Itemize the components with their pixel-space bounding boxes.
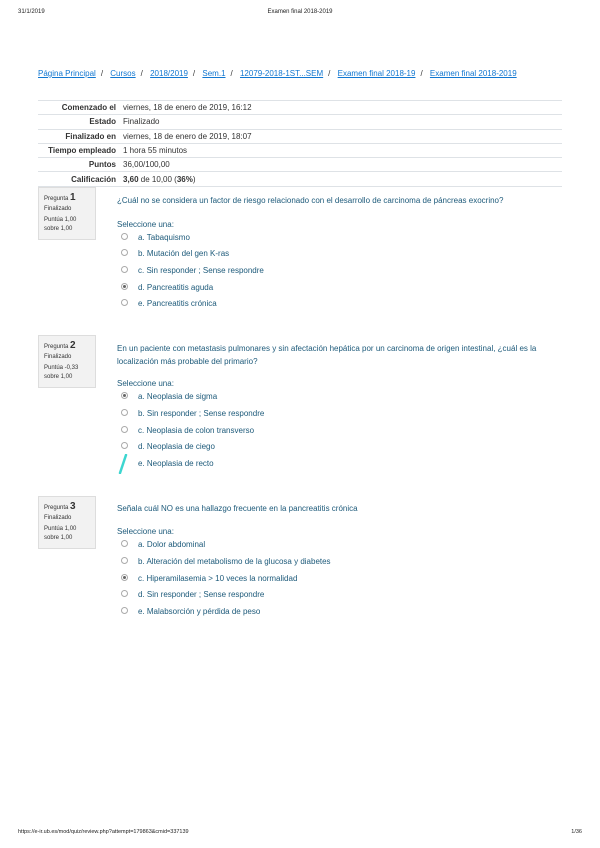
question-1-text: ¿Cuál no se considera un factor de riesgo relacionado con el desarrollo de carcinoma de páncreas exocrino? — [117, 196, 504, 205]
summary-value: viernes, 18 de enero de 2019, 16:12 — [121, 101, 562, 115]
summary-value: Finalizado — [121, 115, 562, 129]
question-1-option-d[interactable] — [121, 282, 213, 294]
question-2-info — [38, 335, 96, 388]
breadcrumb-course[interactable]: 12079-2018-1ST...SEM — [239, 69, 324, 78]
summary-row-state — [38, 115, 562, 129]
grade-value: 3,60 — [123, 174, 139, 184]
question-3-prompt: Seleccione una: — [117, 527, 174, 536]
question-2-option-c[interactable] — [121, 425, 254, 437]
summary-row-grade — [38, 172, 562, 186]
question-2-option-d[interactable] — [121, 441, 215, 453]
grade-out-of: de 10,00 ( — [138, 174, 177, 184]
breadcrumb-home[interactable]: Página Principal — [38, 69, 96, 78]
grade-line: Puntúa 1,00 — [44, 217, 77, 223]
print-url: https://e-ir.ub.es/mod/quiz/review.php?attempt=179863&cmid=337139 — [18, 829, 189, 835]
breadcrumb-semester[interactable]: Sem.1 — [202, 69, 226, 78]
radio-button-icon[interactable] — [121, 392, 128, 399]
breadcrumb-quiz[interactable]: Examen final 2018-2019 — [429, 69, 517, 78]
grade-max: sobre 1,00 — [44, 535, 73, 541]
radio-button-icon[interactable] — [121, 283, 128, 290]
summary-value — [121, 172, 562, 186]
question-3-info — [38, 496, 96, 549]
summary-row-started — [38, 101, 562, 115]
radio-button-icon[interactable] — [121, 607, 128, 614]
option-label: c. Hiperamilasemia > 10 veces la normalidad — [138, 574, 298, 583]
question-3-option-b[interactable] — [121, 556, 331, 568]
radio-button-icon[interactable] — [121, 299, 128, 306]
grade-close: ) — [192, 174, 196, 184]
summary-value: 36,00/100,00 — [121, 158, 562, 172]
question-3-option-c[interactable] — [121, 573, 297, 585]
option-label: e. Malabsorción y pérdida de peso — [138, 607, 261, 616]
option-label: a. Neoplasia de sigma — [138, 392, 218, 401]
summary-label: Tiempo empleado — [38, 143, 121, 157]
question-2-option-e[interactable] — [121, 458, 214, 470]
option-label: e. Neoplasia de recto — [138, 459, 214, 468]
question-1-info — [38, 187, 96, 240]
question-grade — [44, 364, 90, 382]
question-number-value: 1 — [70, 192, 76, 203]
summary-row-points — [38, 158, 562, 172]
attempt-summary-table — [38, 100, 562, 187]
option-label: c. Sin responder ; Sense respondre — [138, 266, 264, 275]
question-grade — [44, 216, 90, 234]
option-label: d. Neoplasia de ciego — [138, 442, 215, 451]
question-state: Finalizado — [44, 206, 72, 212]
question-grade — [44, 525, 90, 543]
question-1-option-b[interactable] — [121, 248, 229, 260]
radio-button-icon[interactable] — [121, 233, 128, 240]
question-number — [44, 192, 90, 203]
radio-button-icon[interactable] — [121, 590, 128, 597]
question-2-option-a[interactable] — [121, 391, 217, 403]
question-3-option-d[interactable] — [121, 589, 264, 601]
question-number — [44, 340, 90, 351]
summary-row-finished — [38, 129, 562, 143]
grade-max: sobre 1,00 — [44, 374, 73, 380]
summary-row-time — [38, 143, 562, 157]
radio-button-icon[interactable] — [121, 557, 128, 564]
summary-label: Comenzado el — [38, 101, 121, 115]
question-3-option-e[interactable] — [121, 606, 260, 618]
option-label: b. Mutación del gen K-ras — [138, 249, 230, 258]
question-number-value: 3 — [70, 501, 76, 512]
print-date: 31/1/2019 — [18, 9, 45, 15]
question-state: Finalizado — [44, 515, 72, 521]
breadcrumb-courses[interactable]: Cursos — [110, 69, 136, 78]
grade-line: Puntúa -0,33 — [44, 365, 79, 371]
breadcrumb: Página Principal / Cursos / 2018/2019 / Sem.1 / 12079-2018-1ST...SEM / Examen final 2018-19 / Examen final 2018-2019 — [38, 69, 517, 78]
option-label: a. Dolor abdominal — [138, 540, 206, 549]
radio-button-icon[interactable] — [121, 442, 128, 449]
question-2-text: En un paciente con metastasis pulmonares y sin afectación hepática por un carcinoma de origen intestinal, ¿cuál es la localización más probable del primario? — [117, 344, 537, 366]
summary-label: Puntos — [38, 158, 121, 172]
question-number — [44, 501, 90, 512]
question-prefix: Pregunta — [44, 344, 69, 350]
radio-button-icon[interactable] — [121, 426, 128, 433]
option-label: c. Neoplasia de colon transverso — [138, 426, 255, 435]
question-2-option-b[interactable] — [121, 408, 264, 420]
grade-line: Puntúa 1,00 — [44, 526, 77, 532]
option-label: e. Pancreatitis crónica — [138, 299, 217, 308]
option-label: a. Tabaquismo — [138, 233, 190, 242]
option-label: b. Alteración del metabolismo de la glucosa y diabetes — [138, 557, 331, 566]
question-number-value: 2 — [70, 340, 76, 351]
radio-button-icon[interactable] — [121, 540, 128, 547]
question-2-prompt: Seleccione una: — [117, 379, 174, 388]
summary-label: Finalizado en — [38, 129, 121, 143]
print-page-number: 1/36 — [571, 829, 582, 835]
summary-value: viernes, 18 de enero de 2019, 18:07 — [121, 129, 562, 143]
summary-label: Estado — [38, 115, 121, 129]
question-1-option-c[interactable] — [121, 265, 264, 277]
radio-button-icon[interactable] — [121, 574, 128, 581]
grade-percent: 36% — [176, 174, 193, 184]
breadcrumb-section[interactable]: Examen final 2018-19 — [337, 69, 416, 78]
question-prefix: Pregunta — [44, 505, 69, 511]
grade-max: sobre 1,00 — [44, 226, 73, 232]
option-label: d. Pancreatitis aguda — [138, 283, 214, 292]
radio-button-icon[interactable] — [121, 409, 128, 416]
question-1-prompt: Seleccione una: — [117, 220, 174, 229]
question-prefix: Pregunta — [44, 196, 69, 202]
question-state: Finalizado — [44, 354, 72, 360]
question-1-option-e[interactable] — [121, 298, 217, 310]
question-1-option-a[interactable] — [121, 232, 190, 244]
summary-label: Calificación — [38, 172, 121, 186]
question-3-text: Señala cuál NO es una hallazgo frecuente en la pancreatitis crónica — [117, 504, 358, 513]
option-label: d. Sin responder ; Sense respondre — [138, 590, 265, 599]
radio-button-icon[interactable] — [121, 249, 128, 256]
breadcrumb-year[interactable]: 2018/2019 — [150, 69, 188, 78]
print-title: Examen final 2018-2019 — [267, 9, 333, 15]
summary-value: 1 hora 55 minutos — [121, 143, 562, 157]
option-label: b. Sin responder ; Sense respondre — [138, 409, 265, 418]
radio-button-icon[interactable] — [121, 266, 128, 273]
question-3-option-a[interactable] — [121, 539, 205, 551]
